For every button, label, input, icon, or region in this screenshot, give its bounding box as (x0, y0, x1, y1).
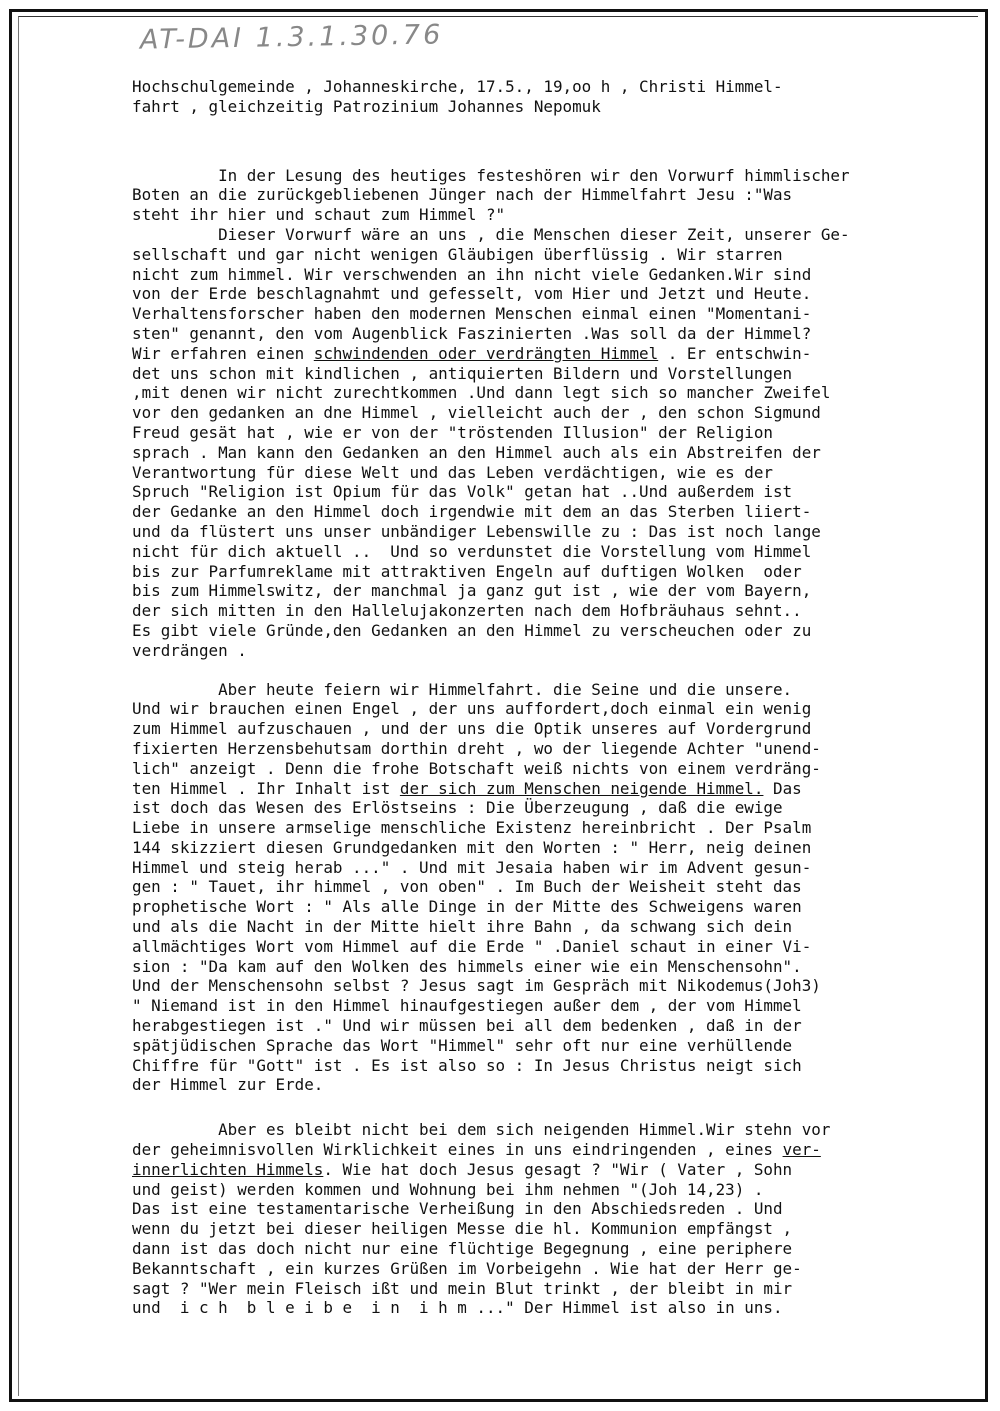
text-line: allmächtiges Wort vom Himmel auf die Erde " .Daniel schaut in einer Vi- (132, 936, 812, 956)
text-line: Verhaltensforscher haben den modernen Menschen einmal einen "Momentani- (132, 304, 812, 324)
text-line: und geist) werden kommen und Wohnung bei ihm nehmen "(Joh 14,23) . (132, 1179, 764, 1199)
text-line: lich" anzeigt . Denn die frohe Botschaft weiß nichts von einem verdräng- (132, 758, 821, 778)
text-line: sten" genannt, den vom Augenblick Faszinierten .Was soll da der Himmel? (132, 323, 812, 343)
text-line-underlined (132, 344, 982, 364)
text-line: von der Erde beschlagnahmt und gefesselt, vom Hier und Jetzt und Heute. (132, 284, 812, 304)
text-fragment: Das (763, 778, 802, 798)
text-line-underlined (132, 1140, 982, 1160)
text-line: Himmel und steig herab ..." . Und mit Jesaia haben wir im Advent gesun- (132, 857, 812, 877)
text-line: der Himmel zur Erde. (132, 1075, 324, 1095)
header-line: fahrt , gleichzeitig Patrozinium Johannes Nepomuk (132, 96, 601, 116)
paragraph-2 (132, 680, 982, 1096)
text-line: Und der Menschensohn selbst ? Jesus sagt im Gespräch mit Nikodemus(Joh3) (132, 976, 821, 996)
text-line: Dieser Vorwurf wäre an uns , die Menschen dieser Zeit, unserer Ge- (132, 224, 850, 244)
text-line-underlined (132, 1160, 982, 1180)
text-line: und da flüstert uns unser unbändiger Lebenswille zu : Das ist noch lange (132, 521, 821, 541)
text-fragment: . Wie hat doch Jesus gesagt ? "Wir ( Vater , Sohn (323, 1159, 793, 1179)
text-line: nicht für dich aktuell .. Und so verdunstet die Vorstellung vom Himmel (132, 541, 812, 561)
text-line: Boten an die zurückgebliebenen Jünger nach der Himmelfahrt Jesu :"Was (132, 185, 793, 205)
text-fragment: ten Himmel . Ihr Inhalt ist (132, 778, 400, 798)
text-line: spätjüdischen Sprache das Wort "Himmel" sehr oft nur eine verhüllende (132, 1035, 793, 1055)
text-line: steht ihr hier und schaut zum Himmel ?" (132, 205, 506, 225)
text-line: sion : "Da kam auf den Wolken des himmels einer wie ein Menschensohn". (132, 956, 802, 976)
text-line: dann ist das doch nicht nur eine flüchtige Begegnung , eine periphere (132, 1239, 793, 1259)
text-line: sagt ? "Wer mein Fleisch ißt und mein Blut trinkt , der bleibt in mir (132, 1278, 793, 1298)
text-line: Liebe in unsere armselige menschliche Existenz hereinbricht . Der Psalm (132, 818, 812, 838)
text-fragment: . Er entschwin- (658, 343, 812, 363)
header-block (132, 77, 982, 117)
text-line: Verantwortung für diese Welt und das Leben verdächtigen, wie es der (132, 462, 773, 482)
text-line: " Niemand ist in den Himmel hinaufgestiegen außer dem , der vom Himmel (132, 996, 802, 1016)
text-line: sprach . Man kann den Gedanken an den Himmel auch als ein Abstreifen der (132, 442, 821, 462)
paragraph-3 (132, 1120, 982, 1318)
text-line: ,mit denen wir nicht zurechtkommen .Und dann legt sich so mancher Zweifel (132, 383, 831, 403)
text-line: Das ist eine testamentarische Verheißung in den Abschiedsreden . Und (132, 1199, 783, 1219)
text-fragment: Wir erfahren einen (132, 343, 314, 363)
header-line: Hochschulgemeinde , Johanneskirche, 17.5., 19,oo h , Christi Himmel- (132, 77, 783, 96)
text-line: Spruch "Religion ist Opium für das Volk" getan hat ..Und außerdem ist (132, 482, 793, 502)
underlined-phrase: der sich zum Menschen neigende Himmel. (399, 778, 764, 798)
text-line: sellschaft und gar nicht wenigen Gläubigen überflüssig . Wir starren (132, 244, 783, 264)
text-line: der sich mitten in den Hallelujakonzerten nach dem Hofbräuhaus sehnt.. (132, 601, 802, 621)
text-line: In der Lesung des heutiges festeshören wir den Vorwurf himmlischer (132, 165, 850, 185)
text-line: gen : " Tauet, ihr himmel , von oben" . Im Buch der Weisheit steht das (132, 877, 802, 897)
text-line: bis zur Parfumreklame mit attraktiven Engeln auf duftigen Wolken oder (132, 561, 802, 581)
text-line: Aber heute feiern wir Himmelfahrt. die Seine und die unsere. (132, 679, 793, 699)
text-line: bis zum Himmelswitz, der manchmal ja ganz gut ist , wie der vom Bayern, (132, 581, 812, 601)
text-line: und als die Nacht in der Mitte hielt ihre Bahn , da schwang sich dein (132, 917, 793, 937)
text-line: zum Himmel aufzuschauen , und der uns die Optik unseres auf Vordergrund (132, 719, 812, 739)
text-line: fixierten Herzensbehutsam dorthin dreht , wo der liegende Achter "unend- (132, 738, 821, 758)
text-line: und i c h b l e i b e i n i h m ..." Der Himmel ist also in uns. (132, 1298, 783, 1318)
text-line: verdrängen . (132, 640, 247, 660)
text-line: der Gedanke an den Himmel doch irgendwie mit dem an das Sterben liiert- (132, 502, 812, 522)
underlined-phrase: schwindenden oder verdrängten Himmel (313, 343, 659, 363)
text-line: wenn du jetzt bei dieser heiligen Messe die hl. Kommunion empfängst , (132, 1219, 793, 1239)
text-line: Freud gesät hat , wie er von der "tröstenden Illusion" der Religion (132, 422, 773, 442)
paragraph-1 (132, 166, 982, 661)
text-line: prophetische Wort : " Als alle Dinge in der Mitte des Schweigens waren (132, 897, 802, 917)
text-line-underlined (132, 779, 982, 799)
text-line: det uns schon mit kindlichen , antiquierten Bildern und Vorstellungen (132, 363, 793, 383)
text-line: herabgestiegen ist ." Und wir müssen bei all dem bedenken , daß in der (132, 1016, 802, 1036)
underlined-phrase: ver- (782, 1140, 821, 1160)
text-line: Aber es bleibt nicht bei dem sich neigenden Himmel.Wir stehn vor (132, 1120, 831, 1140)
document-body (132, 77, 982, 1318)
text-line: vor den gedanken an dne Himmel , vielleicht auch der , den schon Sigmund (132, 403, 821, 423)
text-line: nicht zum himmel. Wir verschwenden an ihn nicht viele Gedanken.Wir sind (132, 264, 812, 284)
text-line: Bekanntschaft , ein kurzes Grüßen im Vorbeigehn . Wie hat der Herr ge- (132, 1258, 802, 1278)
text-line: Chiffre für "Gott" ist . Es ist also so : In Jesus Christus neigt sich (132, 1055, 802, 1075)
text-fragment: der geheimnisvollen Wirklichkeit eines in uns eindringenden , eines (132, 1140, 783, 1160)
text-line: Und wir brauchen einen Engel , der uns auffordert,doch einmal ein wenig (132, 699, 812, 719)
underlined-phrase: innerlichten Himmels (132, 1159, 324, 1179)
text-line: 144 skizziert diesen Grundgedanken mit den Worten : " Herr, neig deinen (132, 837, 812, 857)
archive-signature: AT-DAI 1.3.1.30.76 (139, 19, 444, 56)
text-line: Es gibt viele Gründe,den Gedanken an den Himmel zu verscheuchen oder zu (132, 620, 812, 640)
text-line: ist doch das Wesen des Erlöstseins : Die Überzeugung , daß die ewige (132, 798, 783, 818)
